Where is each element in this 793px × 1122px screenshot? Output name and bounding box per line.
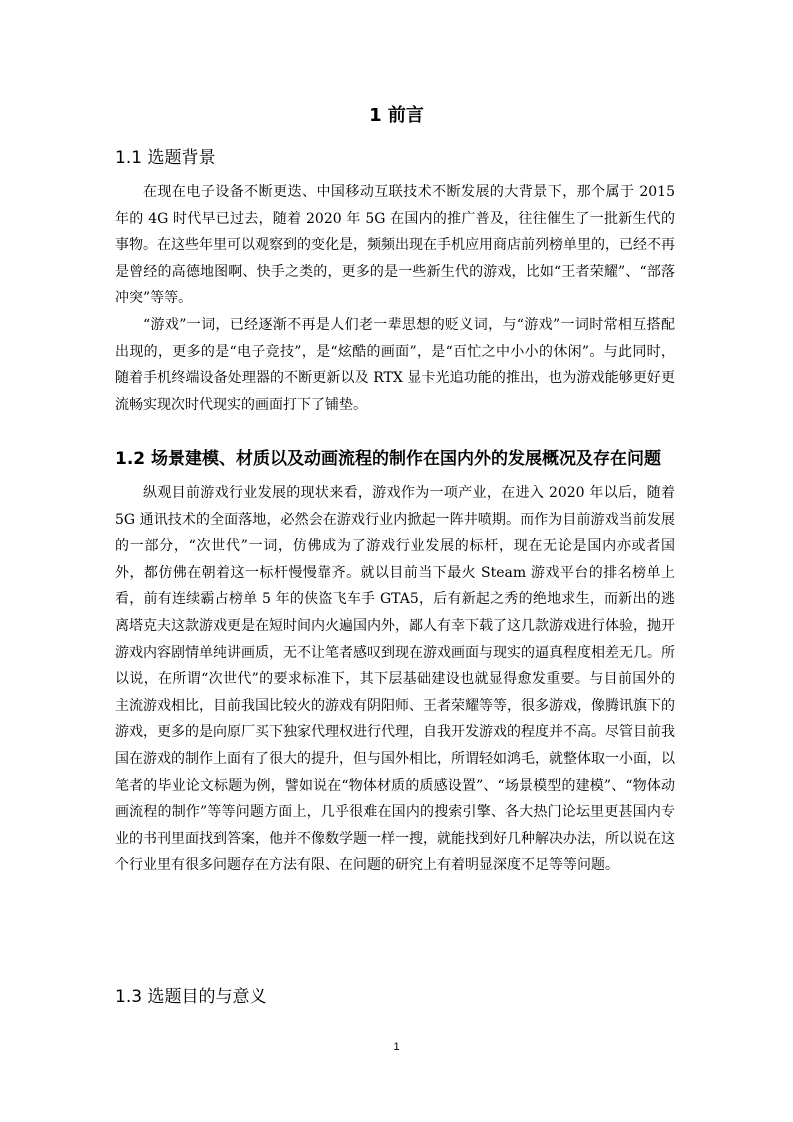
- paragraph: 纵观目前游戏行业发展的现状来看，游戏作为一项产业，在进入 2020 年以后，随着 5G 通讯技术的全面落地，必然会在游戏行业内掀起一阵井喷期。而作为目前游戏当前发展的一部分，“次世代”一词，仿佛成为了游戏行业发展的标杆，现在无论是国内亦或者国外，都仿佛在朝着这一标杆慢慢靠齐。就以目前当下最火 Steam 游戏平台的排名榜单上看，前有连续霸占榜单 5 年的侠盗飞车手 GTA5，后有新起之秀的绝地求生，而新出的逃离塔克夫这款游戏更是在短时间内火遍国内外，鄙人有幸下载了这几款游戏进行体验，抛开游戏内容剧情单纯讲画质，无不让笔者感叹到现在游戏画面与现实的逼真程度相差无几。所以说，在所谓“次世代”的要求标准下，其下层基础建设也就显得愈发重要。与目前国外的主流游戏相比，目前我国比较火的游戏有阴阳师、王者荣耀等等，很多游戏，像腾讯旗下的游戏，更多的是向原厂买下独家代理权进行代理，自我开发游戏的程度并不高。尽管目前我国在游戏的制作上面有了很大的提升，但与国外相比，所谓轻如鸿毛，就整体取一小面，以笔者的毕业论文标题为例，譬如说在“物体材质的质感设置”、“场景模型的建模”、“物体动画流程的制作”等等问题方面上，几乎很难在国内的搜索引擎、各大热门论坛里更甚国内专业的书刊里面找到答案，他并不像数学题一样一搜，就能找到好几种解决办法，所以说在这个行业里有很多问题存在方法有限、在问题的研究上有着明显深度不足等等问题。: [115, 485, 675, 874]
- section-1-1-body: [115, 179, 675, 418]
- section-heading-1-2: 1.2 场景建模、材质以及动画流程的制作在国内外的发展概况及存在问题: [115, 449, 662, 469]
- page-number: 1: [393, 1041, 400, 1053]
- section-1-2-body: [115, 480, 675, 879]
- section-heading-1-3: 1.3 选题目的与意义: [115, 987, 267, 1007]
- section-heading-1-1: 1.1 选题背景: [115, 148, 216, 168]
- chapter-title: 1 前言: [369, 105, 424, 126]
- paragraph: “游戏”一词，已经逐渐不再是人们老一辈思想的贬义词，与“游戏”一词时常相互搭配出现的，更多的是“电子竞技”，是“炫酷的画面”，是“百忙之中小小的休闲”。与此同时，随着手机终端设备处理器的不断更新以及 RTX 显卡光追功能的推出，也为游戏能够更好更流畅实现次时代现实的画面打下了铺垫。: [115, 316, 675, 413]
- paragraph: 在现在电子设备不断更迭、中国移动互联技术不断发展的大背景下，那个属于 2015 年的 4G 时代早已过去，随着 2020 年 5G 在国内的推广普及，往往催生了一批新生代的事物。在这些年里可以观察到的变化是，频频出现在手机应用商店前列榜单里的，已经不再是曾经的高德地图啊、快手之类的，更多的是一些新生代的游戏，比如“王者荣耀”、“部落冲突”等等。: [115, 184, 675, 307]
